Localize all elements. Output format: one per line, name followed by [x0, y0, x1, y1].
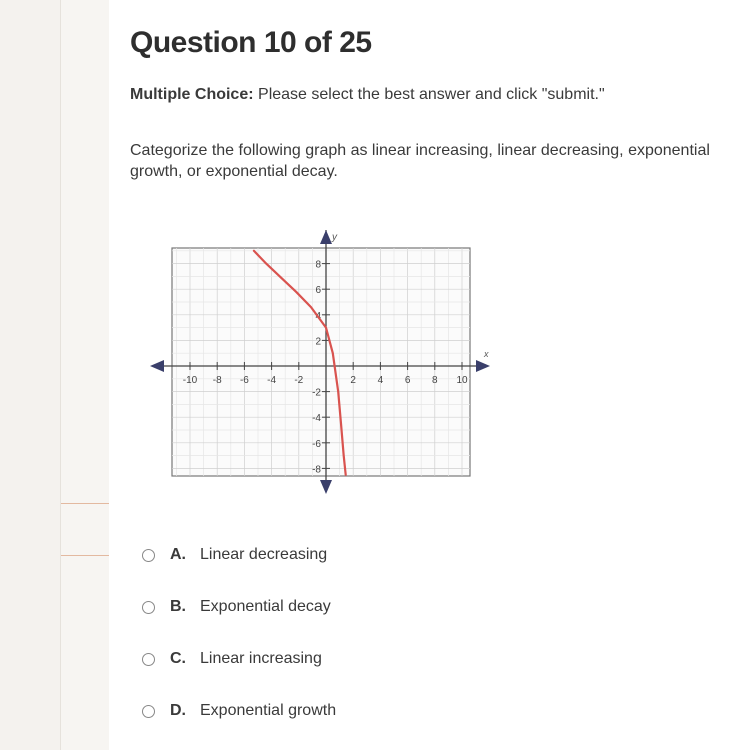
- sidebar-panel: [60, 0, 109, 750]
- choice-b[interactable]: [142, 595, 331, 619]
- coordinate-graph: [150, 226, 490, 496]
- x-tick-label: -4: [267, 375, 277, 386]
- choice-letter: A.: [170, 546, 186, 563]
- radio-button[interactable]: [142, 549, 155, 562]
- x-tick-label: -10: [182, 375, 198, 386]
- radio-button[interactable]: [142, 705, 155, 718]
- choice-text: Exponential growth: [200, 702, 337, 719]
- sidebar-divider: [61, 555, 109, 556]
- y-tick-label: 6: [315, 285, 321, 297]
- choice-text: Exponential decay: [200, 598, 331, 615]
- choice-letter: D.: [170, 702, 186, 719]
- radio-button[interactable]: [142, 601, 155, 614]
- x-tick-label: 4: [377, 375, 384, 386]
- question-title: Question 10 of 25: [130, 26, 372, 59]
- y-tick-label: -2: [312, 387, 321, 399]
- radio-button[interactable]: [142, 653, 155, 666]
- x-tick-label: 8: [432, 375, 438, 386]
- x-tick-label: -8: [212, 375, 222, 386]
- y-axis-arrow-down: [320, 480, 332, 494]
- choice-text: Linear increasing: [200, 650, 322, 667]
- y-axis-arrow-up: [320, 230, 332, 244]
- choice-a[interactable]: [142, 543, 327, 567]
- x-axis-arrow-left: [150, 360, 164, 372]
- choice-d[interactable]: [142, 699, 336, 723]
- x-axis-label: x: [484, 349, 489, 359]
- x-tick-label: 2: [350, 375, 356, 386]
- y-tick-label: 2: [315, 336, 321, 348]
- y-tick-label: 8: [315, 259, 321, 271]
- instructions: [130, 86, 605, 104]
- question-prompt: Categorize the following graph as linear increasing, linear decreasing, exponential growth, or exponential decay.: [130, 142, 710, 180]
- y-tick-label: -4: [312, 413, 321, 425]
- instruction-text: Please select the best answer and click "submit.": [258, 86, 605, 103]
- x-tick-label: -2: [294, 375, 304, 386]
- y-tick-label: -6: [312, 438, 321, 450]
- choice-c[interactable]: [142, 647, 322, 671]
- left-sidebar: [0, 0, 109, 750]
- instruction-label: Multiple Choice:: [130, 86, 254, 103]
- y-axis-label: y: [332, 232, 337, 243]
- x-axis-arrow-right: [476, 360, 490, 372]
- y-tick-label: -8: [312, 464, 321, 476]
- sidebar-divider: [61, 503, 109, 504]
- choice-letter: C.: [170, 650, 186, 667]
- y-tick-label: 4: [315, 310, 321, 322]
- x-tick-label: -6: [239, 375, 249, 386]
- choice-text: Linear decreasing: [200, 546, 328, 563]
- question-panel: [108, 0, 750, 750]
- choice-letter: B.: [170, 598, 186, 615]
- x-tick-label: 6: [404, 375, 411, 386]
- x-tick-label: 10: [456, 375, 468, 386]
